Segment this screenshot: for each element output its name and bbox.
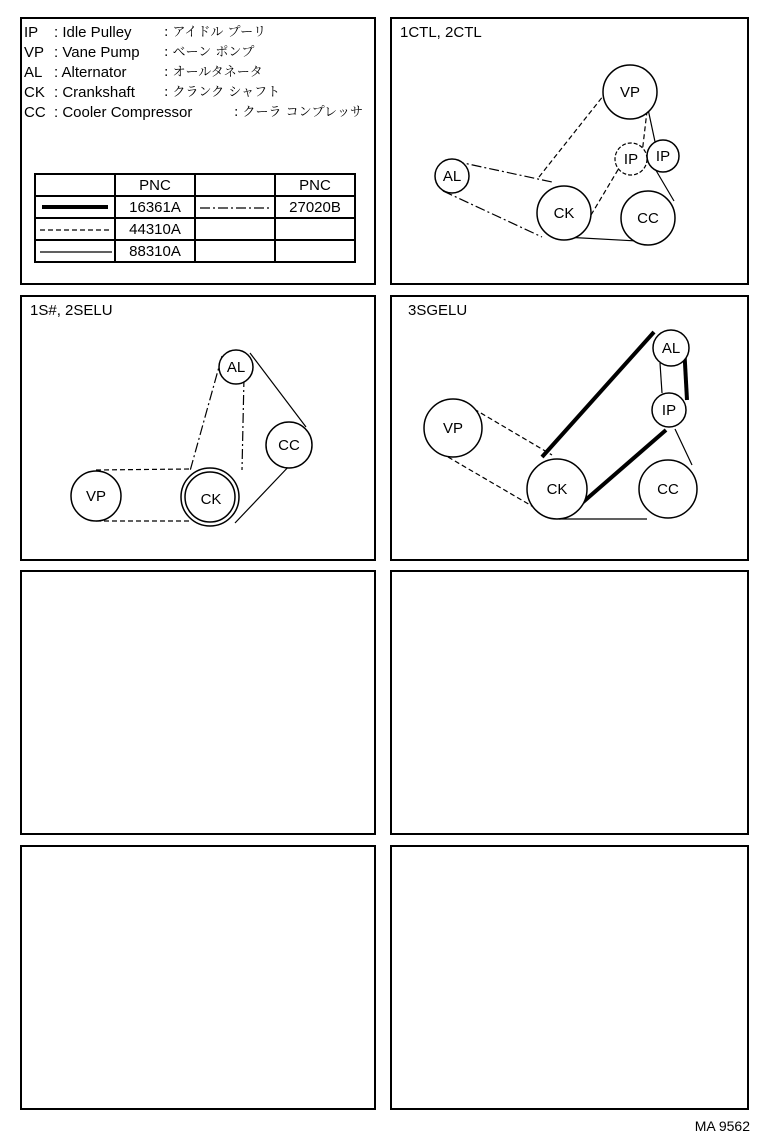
belt-thick <box>542 332 654 457</box>
diagram-title: 1S#, 2SELU <box>30 302 113 319</box>
pulley-label-ck: CK <box>553 205 575 222</box>
belt-dashed <box>474 409 552 455</box>
legend-abbr: AL <box>24 64 43 81</box>
table-row <box>35 174 355 196</box>
line-sample-thin <box>35 240 115 262</box>
legend-name: : Vane Pump <box>54 44 140 61</box>
belt-dash-dot <box>443 191 542 237</box>
figure-code: MA 9562 <box>694 1118 750 1134</box>
pnc-header: PNC <box>115 174 195 196</box>
pulley-label-ip: IP <box>655 148 671 165</box>
empty-panel <box>390 845 749 1110</box>
empty-panel <box>20 845 376 1110</box>
pulley-label-al: AL <box>226 359 246 376</box>
pnc-cell: 88310A <box>115 240 195 262</box>
pnc-cell: 44310A <box>115 218 195 240</box>
pnc-cell: 27020B <box>275 196 355 218</box>
pulley-label-al: AL <box>661 340 681 357</box>
pulley-label-vp: VP <box>442 420 464 437</box>
legend-name: : Alternator <box>54 64 127 81</box>
empty-cell <box>195 240 275 262</box>
pnc-cell <box>275 240 355 262</box>
line-style-header <box>195 174 275 196</box>
line-sample-dash-dot <box>195 196 275 218</box>
pulley-label-cc: CC <box>278 437 300 454</box>
pulley-label-cc: CC <box>657 481 679 498</box>
diagram-panel-1ctl <box>390 17 749 285</box>
legend-name: : Cooler Compressor <box>54 104 193 121</box>
belt-thin <box>235 463 292 523</box>
pnc-table <box>34 173 356 263</box>
legend-abbr: IP <box>24 24 39 41</box>
pulley-label-ck: CK <box>200 491 222 508</box>
diagram-panel-3sgelu <box>390 295 749 561</box>
belt-thin <box>675 429 692 465</box>
line-sample-thick <box>35 196 115 218</box>
pulley-label-vp: VP <box>85 488 107 505</box>
legend-panel <box>20 17 376 285</box>
belt-dash-dot <box>242 377 244 470</box>
empty-cell <box>195 218 275 240</box>
belt-diagram-1ctl <box>392 19 747 283</box>
line-style-header <box>35 174 115 196</box>
belt-dashed <box>448 457 537 509</box>
empty-panel <box>390 570 749 835</box>
legend-name: : Idle Pulley <box>54 24 132 41</box>
pulley-label-cc: CC <box>637 210 659 227</box>
diagram-panel-1s <box>20 295 376 561</box>
legend-abbr: CC <box>24 104 46 121</box>
belt-diagram-1s <box>22 297 374 559</box>
pnc-header: PNC <box>275 174 355 196</box>
pnc-cell <box>275 218 355 240</box>
legend-jp: : アイドル プーリ <box>164 25 267 40</box>
pulley-label-al: AL <box>442 168 462 185</box>
diagram-title: 1CTL, 2CTL <box>400 24 482 41</box>
belt-dashed <box>96 469 190 470</box>
legend-jp: : オールタネータ <box>164 65 263 80</box>
line-sample-dashed <box>35 218 115 240</box>
belt-diagram-3sgelu <box>392 297 747 559</box>
legend-jp: : ベーン ポンプ <box>164 45 255 60</box>
pulley-label-ip: IP <box>661 402 677 419</box>
belt-dash-dot <box>190 356 222 471</box>
legend-jp: : クランク シャフト <box>164 85 281 100</box>
pulley-label-vp: VP <box>619 84 641 101</box>
legend-abbr: VP <box>24 44 45 61</box>
table-row <box>35 240 355 262</box>
table-row <box>35 218 355 240</box>
legend-jp: : クーラ コンプレッサ <box>234 105 363 120</box>
table-row <box>35 196 355 218</box>
legend-name: : Crankshaft <box>54 84 135 101</box>
belt-thin <box>660 363 662 393</box>
empty-panel <box>20 570 376 835</box>
diagram-title: 3SGELU <box>408 302 468 319</box>
pulley-label-ip: IP <box>623 151 639 168</box>
pnc-cell: 16361A <box>115 196 195 218</box>
pulley-label-ck: CK <box>546 481 568 498</box>
belt-thin <box>250 353 306 427</box>
legend-abbr: CK <box>24 84 45 101</box>
